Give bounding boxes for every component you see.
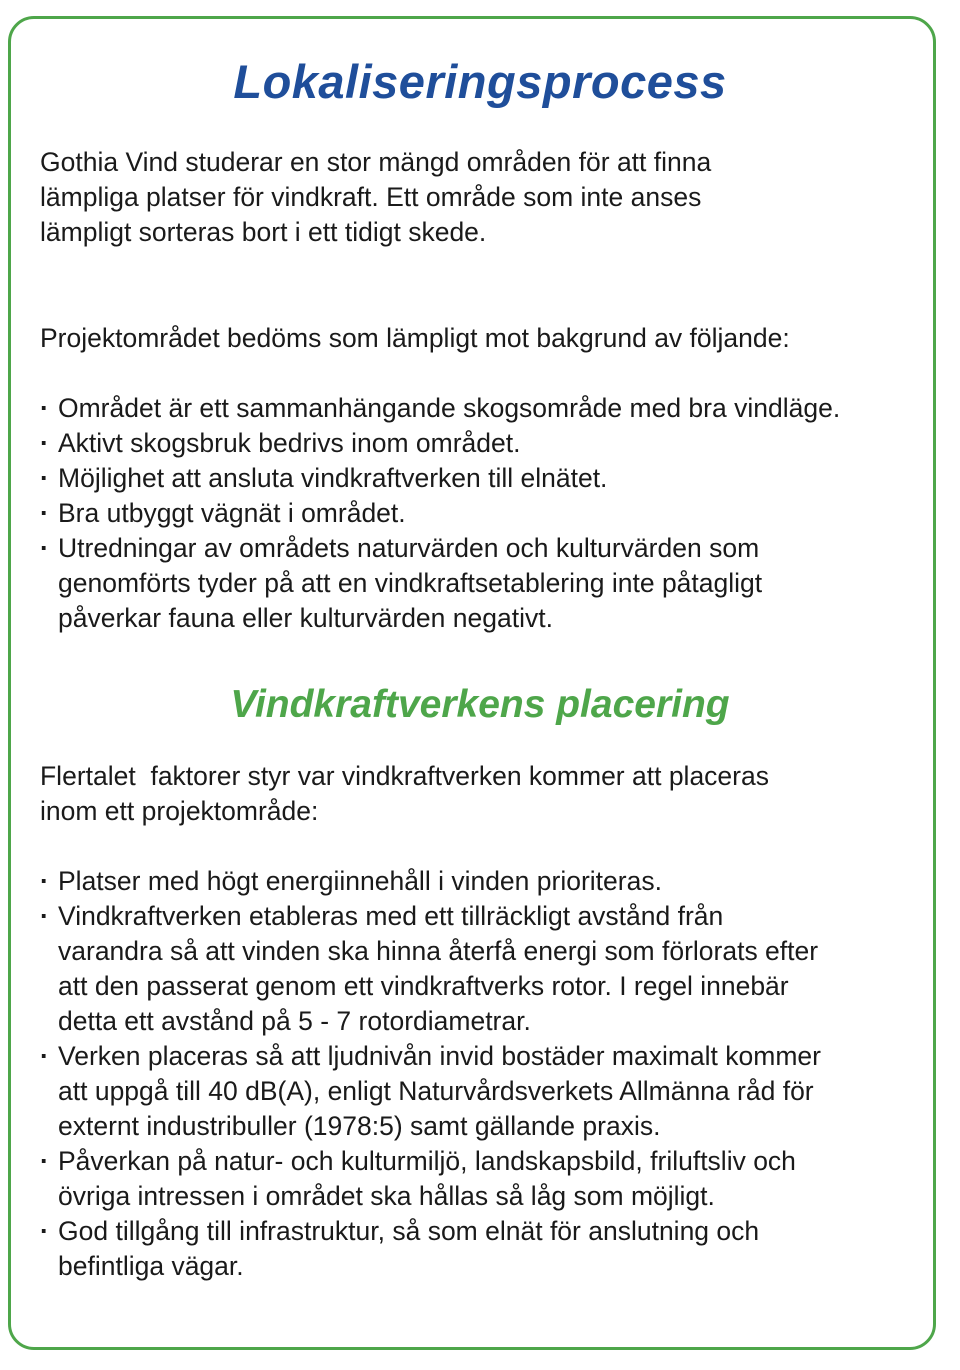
criteria-item-text: Området är ett sammanhängande skogsområde med bra vindläge.	[58, 393, 841, 423]
placement-item-text: Påverkan på natur- och kulturmiljö, landskapsbild, friluftsliv och	[58, 1146, 796, 1176]
bullet: ·	[40, 901, 49, 931]
page-title: Lokaliseringsprocess	[233, 55, 727, 108]
placement-item-text: att den passerat genom ett vindkraftverks rotor. I regel innebär	[58, 971, 789, 1001]
placement-item-text: Vindkraftverken etableras med ett tillräckligt avstånd från	[58, 901, 724, 931]
bullet: ·	[40, 463, 49, 493]
intro-line: lämpligt sorteras bort i ett tidigt skede.	[40, 217, 487, 247]
criteria-item	[40, 496, 840, 531]
criteria-item-text: genomförts tyder på att en vindkraftsetablering inte påtagligt	[58, 568, 763, 598]
bullet: ·	[40, 533, 49, 563]
bullet: ·	[40, 393, 49, 423]
criteria-item-text: Aktivt skogsbruk bedrivs inom området.	[58, 428, 521, 458]
criteria-item-text: Bra utbyggt vägnät i området.	[58, 498, 406, 528]
placement-item	[40, 899, 821, 1039]
placement-item-text: övriga intressen i området ska hållas så låg som möjligt.	[58, 1181, 715, 1211]
section-subtitle: Vindkraftverkens placering	[230, 683, 730, 726]
intro-paragraph	[40, 145, 711, 250]
intro-line: lämpliga platser för vindkraft. Ett område som inte anses	[40, 182, 702, 212]
placement-item	[40, 864, 821, 899]
criteria-item	[40, 531, 840, 636]
bullet: ·	[40, 1146, 49, 1176]
placement-item-text: befintliga vägar.	[58, 1251, 244, 1281]
placement-item-text: externt industribuller (1978:5) samt gällande praxis.	[58, 1111, 661, 1141]
placement-item-text: varandra så att vinden ska hinna återfå energi som förlorats efter	[58, 936, 819, 966]
criteria-lead: Projektområdet bedöms som lämpligt mot bakgrund av följande:	[40, 323, 790, 353]
placement-lead-line: Flertalet faktorer styr var vindkraftverken kommer att placeras	[40, 761, 769, 791]
criteria-list	[40, 391, 840, 636]
criteria-item-text: påverkar fauna eller kulturvärden negativt.	[58, 603, 553, 633]
placement-item-text: Platser med högt energiinnehåll i vinden prioriteras.	[58, 866, 662, 896]
criteria-item-text: Möjlighet att ansluta vindkraftverken till elnätet.	[58, 463, 608, 493]
criteria-item	[40, 391, 840, 426]
placement-item-text: God tillgång till infrastruktur, så som elnät för anslutning och	[58, 1216, 760, 1246]
bullet: ·	[40, 428, 49, 458]
placement-lead	[40, 759, 769, 829]
bullet: ·	[40, 498, 49, 528]
placement-list	[40, 864, 821, 1284]
placement-item-text: Verken placeras så att ljudnivån invid bostäder maximalt kommer	[58, 1041, 821, 1071]
criteria-item	[40, 426, 840, 461]
bullet: ·	[40, 866, 49, 896]
placement-lead-line: inom ett projektområde:	[40, 796, 319, 826]
bullet: ·	[40, 1041, 49, 1071]
bullet: ·	[40, 1216, 49, 1246]
criteria-item	[40, 461, 840, 496]
intro-line: Gothia Vind studerar en stor mängd områden för att finna	[40, 147, 712, 177]
placement-item-text: att uppgå till 40 dB(A), enligt Naturvårdsverkets Allmänna råd för	[58, 1076, 814, 1106]
placement-item-text: detta ett avstånd på 5 - 7 rotordiametrar.	[58, 1006, 531, 1036]
placement-item	[40, 1214, 821, 1284]
placement-item	[40, 1144, 821, 1214]
placement-item	[40, 1039, 821, 1144]
criteria-item-text: Utredningar av områdets naturvärden och kulturvärden som	[58, 533, 760, 563]
